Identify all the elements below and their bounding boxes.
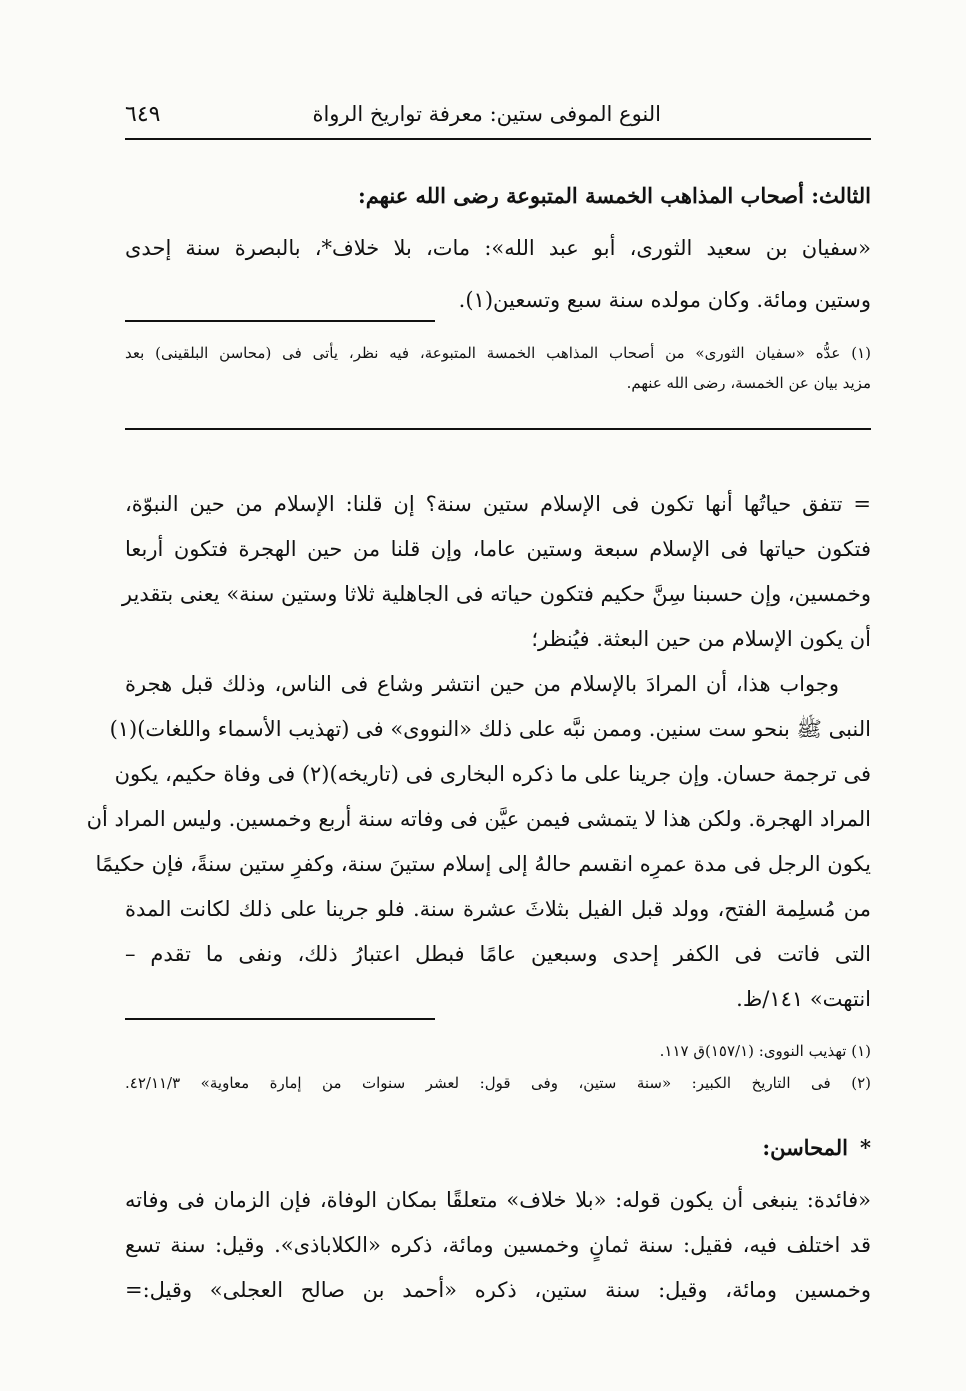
heading-text: المحاسن: [762, 1135, 849, 1160]
page-number: ٦٤٩ [125, 102, 161, 127]
main-text-line: انتهت» ١٤١/ظ. [736, 987, 871, 1011]
footnote-line: (٢) فى التاريخ الكبير: «سنة ستين، وفى قول: لعشر سنوات من إمارة معاوية» ٤٢/١١/٣. [125, 1074, 871, 1092]
footnote-separator [125, 320, 435, 322]
mahasin-heading [762, 1135, 871, 1160]
main-text-line: المراد الهجرة. ولكن هذا لا يتمشى فيمن عيَّن فى وفاته سنة أربع وخمسين. وليس المراد أن [86, 807, 871, 831]
footnote-separator [125, 1018, 435, 1020]
main-text-line: التى فاتت فى الكفر إحدى وسبعين عامًا فبطل اعتبارُ ذلك، ونفى ما تقدم – [125, 942, 871, 966]
star-icon: * [860, 1135, 871, 1160]
main-text-line: من مُسلِمة الفتح، وولد قبل الفيل بثلاثَ عشرة سنة. فلو جرينا على ذلك لكانت المدة [125, 897, 871, 921]
main-text-line: فتكون حياتها فى الإسلام سبعة وستين عاما، وإن قلنا من حين الهجرة فتكون أربعا [125, 537, 871, 561]
main-text-line: أن يكون الإسلام من حين البعثة. فيُنظر؛ [531, 627, 871, 651]
main-text-line: = تتفق حياتُها أنها تكون فى الإسلام ستين سنة؟ إن قلنا: الإسلام من حين النبوّة، [125, 492, 871, 516]
main-text-line: وخمسين، وإن حسبنا سِنَّ حكيم فتكون حياته فى الجاهلية ثلاثا وستين سنة» يعنى بتقدير [121, 582, 871, 606]
main-text-line: فى ترجمة حسان. وإن جرينا على ما ذكره البخارى فى (تاريخه)(٢) فى وفاة حكيم، يكون [114, 762, 871, 786]
section-one-line: الثالث: أصحاب المذاهب الخمسة المتبوعة رضى الله عنهم: [357, 183, 871, 208]
mahasin-line: وخمسين ومائة، وقيل: سنة ستين، ذكره «أحمد بن صالح العجلى» وقيل:= [125, 1278, 871, 1302]
footnote-line: (١) تهذيب النووى: (١٥٧/١)ق ١١٧. [659, 1042, 871, 1060]
mahasin-text [125, 1178, 871, 1313]
mahasin-line: قد اختلف فيه، فقيل: سنة ثمانٍ وخمسين ومائة، ذكره «الكلاباذى». وقيل: سنة تسع [125, 1233, 871, 1257]
footnote-one [125, 338, 871, 398]
main-text-line: يكون الرجل فى مدة عمرِه انقسم حالهُ إلى إسلام ستينَ سنة، وكفرِ ستين سنةً، فإن حكيمًا [95, 852, 871, 876]
footnote-line: مزيد بيان عن الخمسة، رضى الله عنهم. [626, 374, 871, 392]
main-text-line: النبى ﷺ بنحو ست سنين. وممن نبَّه على ذلك «النووى» فى (تهذيب الأسماء واللغات)(١) [109, 717, 871, 741]
section-one [125, 170, 871, 326]
main-text [86, 482, 871, 1022]
footnote-two [125, 1035, 871, 1099]
header-rule [125, 138, 871, 140]
page-header [125, 98, 871, 138]
running-title: النوع الموفى ستين: معرفة تواريخ الرواة [312, 102, 661, 126]
section-divider [125, 428, 871, 430]
mahasin-line: «فائدة: ينبغى أن يكون قوله: «بلا خلاف» متعلقًا بمكان الوفاة، فإن الزمان فى وفاته [125, 1188, 871, 1212]
section-one-line: «سفيان بن سعيد الثورى، أبو عبد الله»: مات، بلا خلاف*، بالبصرة سنة إحدى [125, 236, 871, 260]
footnote-line: (١) عدُّه «سفيان الثورى» من أصحاب المذاهب الخمسة المتبوعة، فيه نظر، يأتى فى (محاسن البلقينى) بعد [125, 344, 871, 362]
main-text-line: وجواب هذا، أن المرادَ بالإسلام من حين انتشر وشاع فى الناس، وذلك قبل هجرة [125, 672, 839, 696]
section-one-line: وستين ومائة. وكان مولده سنة سبع وتسعين(١). [458, 288, 871, 312]
